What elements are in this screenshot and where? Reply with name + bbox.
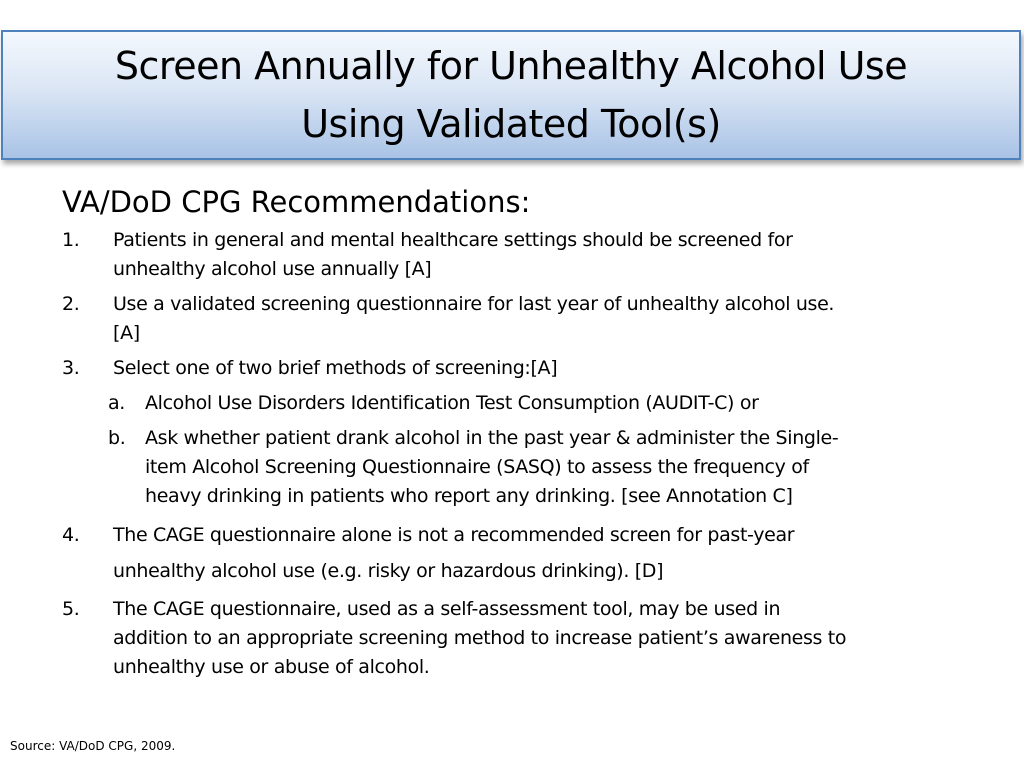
sub-item-text: Alcohol Use Disorders Identification Test Consumption (AUDIT-C) or [145,392,759,414]
sub-item-letter: a. [108,392,125,414]
list-number: 5. [62,598,80,620]
list-number: 1. [62,229,80,251]
slide-body [62,180,1002,688]
list-item-3 [62,354,1002,383]
source-citation: Source: VA/DoD CPG, 2009. [10,739,176,753]
list-item-5 [62,595,1002,682]
sub-item-text: item Alcohol Screening Questionnaire (SASQ) to assess the frequency of [145,456,809,478]
slide-title-box [1,30,1021,160]
list-number: 2. [62,293,80,315]
list-item-4 [62,517,1002,589]
list-item-text: Select one of two brief methods of screening:[A] [113,357,558,379]
list-item-2 [62,290,1002,348]
sub-item-text: heavy drinking in patients who report any drinking. [see Annotation C] [145,485,793,507]
list-item-text: [A] [113,322,140,344]
list-item-text: The CAGE questionnaire alone is not a recommended screen for past-year [113,524,795,546]
list-item-1 [62,226,1002,284]
sub-item-b [62,424,1002,511]
list-item-text: unhealthy use or abuse of alcohol. [113,656,430,678]
recommendations-heading: VA/DoD CPG Recommendations: [62,185,531,219]
sub-item-text: Ask whether patient drank alcohol in the past year & administer the Single- [145,427,839,449]
list-item-text: addition to an appropriate screening method to increase patient’s awareness to [113,627,847,649]
list-item-text: unhealthy alcohol use (e.g. risky or hazardous drinking). [D] [113,560,664,582]
slide-title-line-1: Screen Annually for Unhealthy Alcohol Use [114,44,908,88]
list-number: 3. [62,357,80,379]
slide-title-line-2: Using Validated Tool(s) [301,102,721,146]
list-item-text: unhealthy alcohol use annually [A] [113,258,432,280]
list-item-text: Use a validated screening questionnaire for last year of unhealthy alcohol use. [113,293,835,315]
sub-item-a [62,389,1002,418]
list-item-text: The CAGE questionnaire, used as a self-assessment tool, may be used in [113,598,781,620]
sub-item-letter: b. [108,427,126,449]
list-number: 4. [62,524,80,546]
list-item-text: Patients in general and mental healthcare settings should be screened for [113,229,793,251]
